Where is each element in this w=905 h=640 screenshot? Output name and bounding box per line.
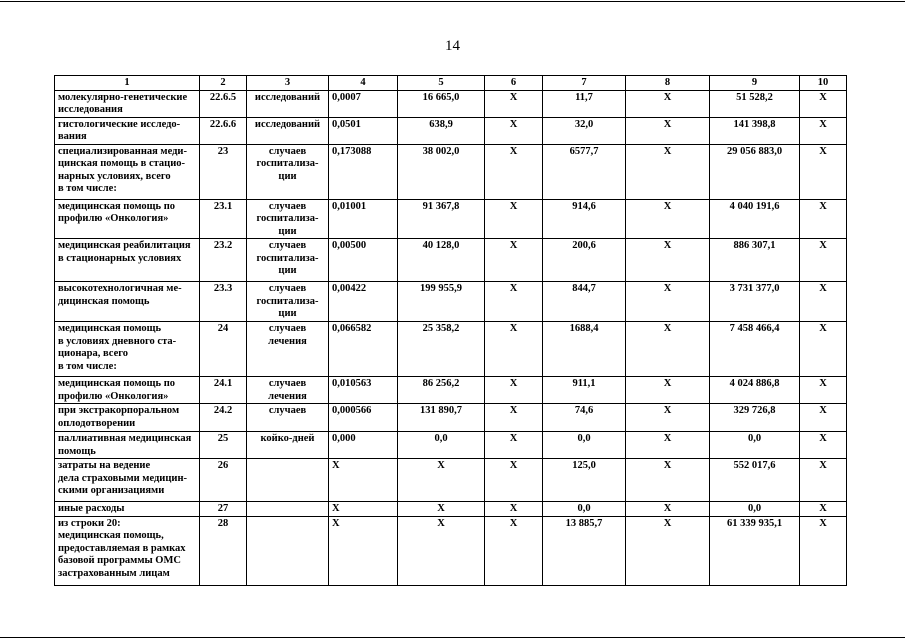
row-code-cell: 22.6.5 — [200, 90, 247, 117]
row-unit-cell: случаев госпитализа-ции — [247, 282, 329, 322]
table-row — [55, 502, 847, 517]
col8-cell: X — [626, 117, 710, 144]
col4-cell: 0,010563 — [329, 377, 398, 404]
row-code-cell: 24 — [200, 322, 247, 377]
table-header-row — [55, 76, 847, 91]
col9-cell: 0,0 — [710, 502, 800, 517]
col9-cell: 29 056 883,0 — [710, 144, 800, 199]
col6-cell: X — [485, 516, 543, 585]
row-unit-cell: случаев — [247, 404, 329, 432]
table-row — [55, 377, 847, 404]
col5-cell: X — [398, 502, 485, 517]
table-row — [55, 322, 847, 377]
col9-cell: 3 731 377,0 — [710, 282, 800, 322]
col10-cell: X — [800, 404, 847, 432]
row-code-cell: 25 — [200, 432, 247, 459]
col9-cell: 0,0 — [710, 432, 800, 459]
row-label-cell: медицинская реабилитация в стационарных условиях — [55, 239, 200, 282]
col7-cell: 911,1 — [543, 377, 626, 404]
col8-cell: X — [626, 282, 710, 322]
row-label-cell: при экстракорпоральном оплодотворении — [55, 404, 200, 432]
col7-cell: 1688,4 — [543, 322, 626, 377]
col6-cell: X — [485, 90, 543, 117]
col4-cell: 0,173088 — [329, 144, 398, 199]
col5-cell: 25 358,2 — [398, 322, 485, 377]
col9-cell: 51 528,2 — [710, 90, 800, 117]
col7-cell: 0,0 — [543, 432, 626, 459]
col4-cell: 0,000566 — [329, 404, 398, 432]
column-header: 10 — [800, 76, 847, 91]
col7-cell: 32,0 — [543, 117, 626, 144]
column-header: 3 — [247, 76, 329, 91]
column-header: 2 — [200, 76, 247, 91]
col6-cell: X — [485, 432, 543, 459]
col8-cell: X — [626, 459, 710, 502]
col9-cell: 4 040 191,6 — [710, 199, 800, 239]
col6-cell: X — [485, 459, 543, 502]
col7-cell: 844,7 — [543, 282, 626, 322]
col9-cell: 4 024 886,8 — [710, 377, 800, 404]
table-row — [55, 199, 847, 239]
col10-cell: X — [800, 502, 847, 517]
table-row — [55, 144, 847, 199]
col10-cell: X — [800, 117, 847, 144]
column-header: 5 — [398, 76, 485, 91]
row-label-cell: специализированная меди-цинская помощь в стацио-нарных условиях, всего в том числе: — [55, 144, 200, 199]
table-row — [55, 404, 847, 432]
col5-cell: X — [398, 459, 485, 502]
row-label-cell: медицинская помощь по профилю «Онкология» — [55, 377, 200, 404]
row-unit-cell: случаев лечения — [247, 377, 329, 404]
col5-cell: 199 955,9 — [398, 282, 485, 322]
row-unit-cell: исследований — [247, 90, 329, 117]
col9-cell: 329 726,8 — [710, 404, 800, 432]
row-code-cell: 23 — [200, 144, 247, 199]
data-table — [54, 75, 847, 586]
page-frame-bottom-line — [0, 637, 905, 638]
col5-cell: 86 256,2 — [398, 377, 485, 404]
col10-cell: X — [800, 282, 847, 322]
table-row — [55, 282, 847, 322]
row-label-cell: медицинская помощь по профилю «Онкология» — [55, 199, 200, 239]
col10-cell: X — [800, 90, 847, 117]
row-label-cell: затраты на ведение дела страховыми медицин-скими организациями — [55, 459, 200, 502]
row-unit-cell — [247, 459, 329, 502]
col5-cell: 638,9 — [398, 117, 485, 144]
row-unit-cell: случаев госпитализа-ции — [247, 199, 329, 239]
col5-cell: 131 890,7 — [398, 404, 485, 432]
table-row — [55, 239, 847, 282]
col4-cell: 0,000 — [329, 432, 398, 459]
row-code-cell: 28 — [200, 516, 247, 585]
col9-cell: 7 458 466,4 — [710, 322, 800, 377]
row-label-cell: гистологические исследо-вания — [55, 117, 200, 144]
col5-cell: 0,0 — [398, 432, 485, 459]
col4-cell: X — [329, 502, 398, 517]
row-unit-cell: исследований — [247, 117, 329, 144]
col6-cell: X — [485, 322, 543, 377]
column-header: 6 — [485, 76, 543, 91]
col5-cell: 40 128,0 — [398, 239, 485, 282]
col10-cell: X — [800, 144, 847, 199]
col4-cell: 0,0007 — [329, 90, 398, 117]
row-code-cell: 26 — [200, 459, 247, 502]
row-code-cell: 24.1 — [200, 377, 247, 404]
col4-cell: 0,01001 — [329, 199, 398, 239]
col5-cell: X — [398, 516, 485, 585]
col8-cell: X — [626, 377, 710, 404]
row-label-cell: из строки 20: медицинская помощь, предоставляемая в рамках базовой программы ОМС застрахованным лицам — [55, 516, 200, 585]
col7-cell: 0,0 — [543, 502, 626, 517]
table-row — [55, 459, 847, 502]
col10-cell: X — [800, 516, 847, 585]
col8-cell: X — [626, 239, 710, 282]
col8-cell: X — [626, 322, 710, 377]
row-label-cell: паллиативная медицинская помощь — [55, 432, 200, 459]
col7-cell: 11,7 — [543, 90, 626, 117]
col10-cell: X — [800, 459, 847, 502]
col9-cell: 552 017,6 — [710, 459, 800, 502]
col10-cell: X — [800, 432, 847, 459]
col4-cell: 0,0501 — [329, 117, 398, 144]
row-code-cell: 23.2 — [200, 239, 247, 282]
row-label-cell: молекулярно-генетические исследования — [55, 90, 200, 117]
col9-cell: 61 339 935,1 — [710, 516, 800, 585]
row-code-cell: 24.2 — [200, 404, 247, 432]
page-number: 14 — [445, 38, 460, 54]
row-unit-cell — [247, 502, 329, 517]
row-code-cell: 23.3 — [200, 282, 247, 322]
row-unit-cell: койко-дней — [247, 432, 329, 459]
col4-cell: 0,00422 — [329, 282, 398, 322]
row-unit-cell — [247, 516, 329, 585]
col10-cell: X — [800, 322, 847, 377]
col7-cell: 200,6 — [543, 239, 626, 282]
col6-cell: X — [485, 282, 543, 322]
row-unit-cell: случаев госпитализа-ции — [247, 144, 329, 199]
col4-cell: 0,00500 — [329, 239, 398, 282]
table-body — [55, 90, 847, 585]
col7-cell: 13 885,7 — [543, 516, 626, 585]
col6-cell: X — [485, 239, 543, 282]
table-row — [55, 516, 847, 585]
col4-cell: 0,066582 — [329, 322, 398, 377]
col6-cell: X — [485, 117, 543, 144]
row-unit-cell: случаев госпитализа-ции — [247, 239, 329, 282]
table-row — [55, 90, 847, 117]
col6-cell: X — [485, 144, 543, 199]
col8-cell: X — [626, 516, 710, 585]
col8-cell: X — [626, 90, 710, 117]
col8-cell: X — [626, 144, 710, 199]
col4-cell: X — [329, 516, 398, 585]
col4-cell: X — [329, 459, 398, 502]
col6-cell: X — [485, 502, 543, 517]
col8-cell: X — [626, 199, 710, 239]
row-code-cell: 22.6.6 — [200, 117, 247, 144]
col10-cell: X — [800, 377, 847, 404]
col8-cell: X — [626, 404, 710, 432]
col6-cell: X — [485, 199, 543, 239]
row-unit-cell: случаев лечения — [247, 322, 329, 377]
col5-cell: 91 367,8 — [398, 199, 485, 239]
col7-cell: 74,6 — [543, 404, 626, 432]
col5-cell: 38 002,0 — [398, 144, 485, 199]
column-header: 1 — [55, 76, 200, 91]
page-frame-top-line — [0, 1, 905, 2]
column-header: 7 — [543, 76, 626, 91]
col10-cell: X — [800, 199, 847, 239]
table-row — [55, 432, 847, 459]
row-label-cell: иные расходы — [55, 502, 200, 517]
col9-cell: 886 307,1 — [710, 239, 800, 282]
column-header: 8 — [626, 76, 710, 91]
row-label-cell: высокотехнологичная ме-дицинская помощь — [55, 282, 200, 322]
col8-cell: X — [626, 432, 710, 459]
col5-cell: 16 665,0 — [398, 90, 485, 117]
table-row — [55, 117, 847, 144]
col6-cell: X — [485, 377, 543, 404]
col6-cell: X — [485, 404, 543, 432]
column-header: 4 — [329, 76, 398, 91]
col7-cell: 914,6 — [543, 199, 626, 239]
col7-cell: 6577,7 — [543, 144, 626, 199]
row-code-cell: 23.1 — [200, 199, 247, 239]
column-header: 9 — [710, 76, 800, 91]
col8-cell: X — [626, 502, 710, 517]
col7-cell: 125,0 — [543, 459, 626, 502]
col10-cell: X — [800, 239, 847, 282]
row-code-cell: 27 — [200, 502, 247, 517]
row-label-cell: медицинская помощь в условиях дневного ста-ционара, всего в том числе: — [55, 322, 200, 377]
col9-cell: 141 398,8 — [710, 117, 800, 144]
